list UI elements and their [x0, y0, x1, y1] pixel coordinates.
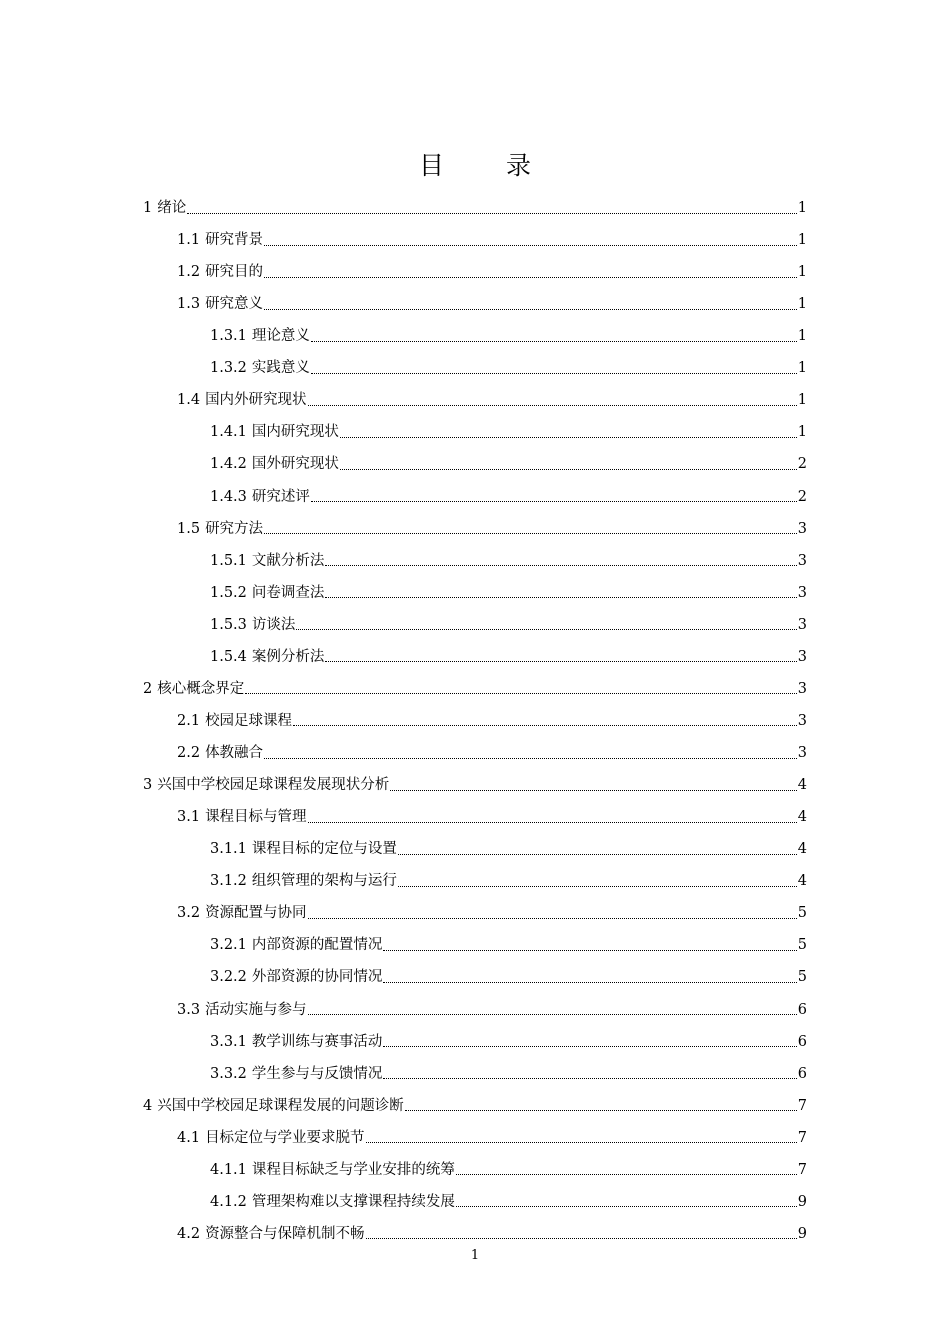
toc-entry-title: 管理架构难以支撑课程持续发展: [251, 1193, 455, 1210]
dot-leader: [383, 982, 796, 983]
toc-entry[interactable]: [210, 610, 807, 640]
toc-entry-number: 1.5.2: [210, 584, 247, 601]
toc-entry-number: 3.2: [177, 905, 201, 922]
toc-entry-title: 理论意义: [251, 328, 310, 345]
dot-leader: [383, 950, 796, 951]
dot-leader: [187, 213, 797, 214]
toc-entry-number: 2.1: [177, 712, 201, 729]
toc-entry-number: 1.5.3: [210, 616, 247, 633]
toc-entry-title: 兴国中学校园足球课程发展现状分析: [157, 777, 390, 794]
toc-entry-title: 课程目标缺乏与学业安排的统筹: [251, 1161, 455, 1178]
dot-leader: [264, 758, 797, 759]
dot-leader: [325, 661, 796, 662]
dot-leader: [383, 1078, 796, 1079]
toc-entry[interactable]: [177, 738, 807, 768]
dot-leader: [325, 597, 796, 598]
dot-leader: [264, 277, 797, 278]
toc-entry-page: 5: [797, 905, 807, 922]
toc-entry-page: 2: [797, 488, 807, 505]
dot-leader: [264, 533, 797, 534]
toc-entry-number: 1.4: [177, 392, 201, 409]
dot-leader: [245, 693, 797, 694]
toc-entry[interactable]: [210, 321, 807, 351]
toc-entry[interactable]: [177, 289, 807, 319]
toc-entry[interactable]: [210, 353, 807, 383]
toc-entry-title: 课程目标与管理: [205, 809, 307, 826]
toc-entry-title: 研究目的: [205, 264, 264, 281]
toc-entry-title: 实践意义: [251, 360, 310, 377]
dot-leader: [390, 790, 797, 791]
toc-entry-number: 2.2: [177, 745, 201, 762]
toc-entry[interactable]: [210, 642, 807, 672]
toc-entry-number: 1.1: [177, 232, 201, 249]
toc-entry-title: 兴国中学校园足球课程发展的问题诊断: [157, 1097, 404, 1114]
toc-entry-page: 3: [797, 552, 807, 569]
dot-leader: [340, 437, 797, 438]
dot-leader: [311, 373, 797, 374]
toc-entry[interactable]: [177, 898, 807, 928]
toc-entry-page: 3: [797, 680, 807, 697]
toc-entry-number: 3.3.2: [210, 1065, 247, 1082]
toc-entry-title: 资源配置与协同: [205, 905, 307, 922]
dot-leader: [308, 1014, 797, 1015]
toc-entry-number: 3.1.1: [210, 841, 247, 858]
toc-entry-page: 7: [797, 1097, 807, 1114]
toc-entry[interactable]: [210, 866, 807, 896]
toc-entry-page: 7: [797, 1161, 807, 1178]
dot-leader: [366, 1238, 797, 1239]
toc-entry-page: 1: [797, 296, 807, 313]
dot-leader: [296, 629, 796, 630]
toc-entry-page: 6: [797, 1033, 807, 1050]
toc-entry[interactable]: [210, 578, 807, 608]
dot-leader: [264, 309, 797, 310]
dot-leader: [308, 822, 797, 823]
toc-entry-title: 校园足球课程: [205, 712, 293, 729]
dot-leader: [311, 501, 797, 502]
toc-entry-title: 问卷调查法: [251, 584, 325, 601]
toc-entry-title: 体教融合: [205, 745, 264, 762]
toc-entry-number: 1.2: [177, 264, 201, 281]
toc-entry-title: 绪论: [157, 200, 187, 216]
toc-entry-number: 1.4.2: [210, 456, 247, 473]
toc-entry[interactable]: [177, 1123, 807, 1153]
toc-entry-page: 9: [797, 1225, 807, 1242]
toc-entry-page: 1: [797, 424, 807, 441]
toc-entry[interactable]: [177, 225, 807, 255]
toc-entry[interactable]: [177, 514, 807, 544]
toc-entry-number: 4.2: [177, 1225, 201, 1242]
dot-leader: [325, 565, 796, 566]
toc-entry-page: 9: [797, 1193, 807, 1210]
toc-entry-page: 1: [797, 360, 807, 377]
toc-entry-title: 内部资源的配置情况: [251, 937, 383, 954]
toc-entry-number: 2: [143, 680, 153, 697]
toc-entry[interactable]: [143, 674, 807, 704]
toc-entry-page: 4: [797, 777, 807, 794]
toc-entry-number: 1.3.1: [210, 328, 247, 345]
dot-leader: [456, 1206, 797, 1207]
toc-entry-page: 3: [797, 745, 807, 762]
toc-entry-number: 3.2.1: [210, 937, 247, 954]
toc-entry[interactable]: [210, 1155, 807, 1185]
toc-entry-page: 3: [797, 648, 807, 665]
dot-leader: [366, 1142, 797, 1143]
toc-entry-title: 文献分析法: [251, 552, 325, 569]
toc-entry-title: 核心概念界定: [157, 680, 245, 697]
toc-entry[interactable]: [177, 706, 807, 736]
toc-entry-number: 1.3: [177, 296, 201, 313]
toc-entry-number: 3.1: [177, 809, 201, 826]
dot-leader: [383, 1046, 796, 1047]
toc-entry-number: 1: [143, 200, 153, 216]
toc-entry[interactable]: [210, 962, 807, 992]
toc-entry[interactable]: [143, 193, 807, 223]
toc-entry[interactable]: [210, 482, 807, 512]
toc-entry-page: 3: [797, 712, 807, 729]
dot-leader: [264, 245, 797, 246]
toc-entry[interactable]: [210, 449, 807, 479]
toc-entry-title: 访谈法: [251, 616, 296, 633]
dot-leader: [308, 405, 797, 406]
toc-entry[interactable]: [210, 1187, 807, 1217]
toc-entry[interactable]: [210, 417, 807, 447]
toc-entry-page: 3: [797, 616, 807, 633]
toc-entry-page: 6: [797, 1001, 807, 1018]
toc-entry-title: 国内外研究现状: [205, 392, 307, 409]
toc-entry-page: 4: [797, 809, 807, 826]
dot-leader: [293, 725, 797, 726]
dot-leader: [308, 918, 797, 919]
toc-entry-title: 活动实施与参与: [205, 1001, 307, 1018]
toc-entry-page: 6: [797, 1065, 807, 1082]
toc-entry-number: 3.2.2: [210, 969, 247, 986]
toc-entry-page: 4: [797, 873, 807, 890]
toc-entry[interactable]: [177, 1219, 807, 1249]
toc-entry-page: 1: [797, 264, 807, 281]
dot-leader: [405, 1110, 797, 1111]
toc-entry-number: 3.3.1: [210, 1033, 247, 1050]
dot-leader: [398, 886, 797, 887]
toc-entry-title: 研究方法: [205, 520, 264, 537]
toc-entry-number: 4.1.2: [210, 1193, 247, 1210]
toc-entry-number: 1.4.1: [210, 424, 247, 441]
toc-entry[interactable]: [143, 1091, 807, 1121]
dot-leader: [456, 1174, 797, 1175]
dot-leader: [311, 341, 797, 342]
toc-entry[interactable]: [143, 770, 807, 800]
toc-entry-title: 国内研究现状: [251, 424, 339, 441]
toc-entry-page: 4: [797, 841, 807, 858]
toc-entry-number: 4.1: [177, 1129, 201, 1146]
toc-entry-number: 4: [143, 1097, 153, 1114]
toc-entry-page: 3: [797, 520, 807, 537]
toc-entry-title: 研究背景: [205, 232, 264, 249]
toc-entry-page: 1: [797, 200, 807, 216]
toc-entry-page: 2: [797, 456, 807, 473]
toc-entry-page: 5: [797, 937, 807, 954]
toc-entry-page: 7: [797, 1129, 807, 1146]
toc-entry-title: 案例分析法: [251, 648, 325, 665]
toc-entry-page: 5: [797, 969, 807, 986]
toc-entry[interactable]: [210, 546, 807, 576]
toc-entry-number: 1.3.2: [210, 360, 247, 377]
toc-entry[interactable]: [210, 1059, 807, 1089]
toc-entry-page: 3: [797, 584, 807, 601]
dot-leader: [340, 469, 797, 470]
toc-entry-page: 1: [797, 232, 807, 249]
toc-entry-title: 组织管理的架构与运行: [251, 873, 397, 890]
toc-entry[interactable]: [177, 385, 807, 415]
page-title: 目 录: [419, 151, 558, 180]
toc-entry-number: 3.1.2: [210, 873, 247, 890]
toc-entry-title: 课程目标的定位与设置: [251, 841, 397, 858]
toc-entry-number: 1.4.3: [210, 488, 247, 505]
toc-entry[interactable]: [210, 930, 807, 960]
toc-entry[interactable]: [210, 834, 807, 864]
toc-entry-number: 1.5.1: [210, 552, 247, 569]
toc-entry-number: 3.3: [177, 1001, 201, 1018]
toc-entry[interactable]: [177, 802, 807, 832]
toc-entry-title: 目标定位与学业要求脱节: [205, 1129, 365, 1146]
toc-entry-page: 1: [797, 328, 807, 345]
toc-entry-title: 国外研究现状: [251, 456, 339, 473]
toc-entry-number: 3: [143, 777, 153, 794]
toc-entry-number: 1.5.4: [210, 648, 247, 665]
toc-entry[interactable]: [177, 257, 807, 287]
page-number: 1: [470, 1248, 480, 1263]
toc-entry-number: 4.1.1: [210, 1161, 247, 1178]
toc-entry-title: 研究述评: [251, 488, 310, 505]
dot-leader: [398, 854, 797, 855]
toc-entry-number: 1.5: [177, 520, 201, 537]
toc-entry-page: 1: [797, 392, 807, 409]
toc-entry-title: 教学训练与赛事活动: [251, 1033, 383, 1050]
toc-entry-title: 外部资源的协同情况: [251, 969, 383, 986]
toc-entry-title: 资源整合与保障机制不畅: [205, 1225, 365, 1242]
toc-entry[interactable]: [177, 995, 807, 1025]
toc-entry-title: 研究意义: [205, 296, 264, 313]
toc-entry-title: 学生参与与反馈情况: [251, 1065, 383, 1082]
toc-entry[interactable]: [210, 1027, 807, 1057]
